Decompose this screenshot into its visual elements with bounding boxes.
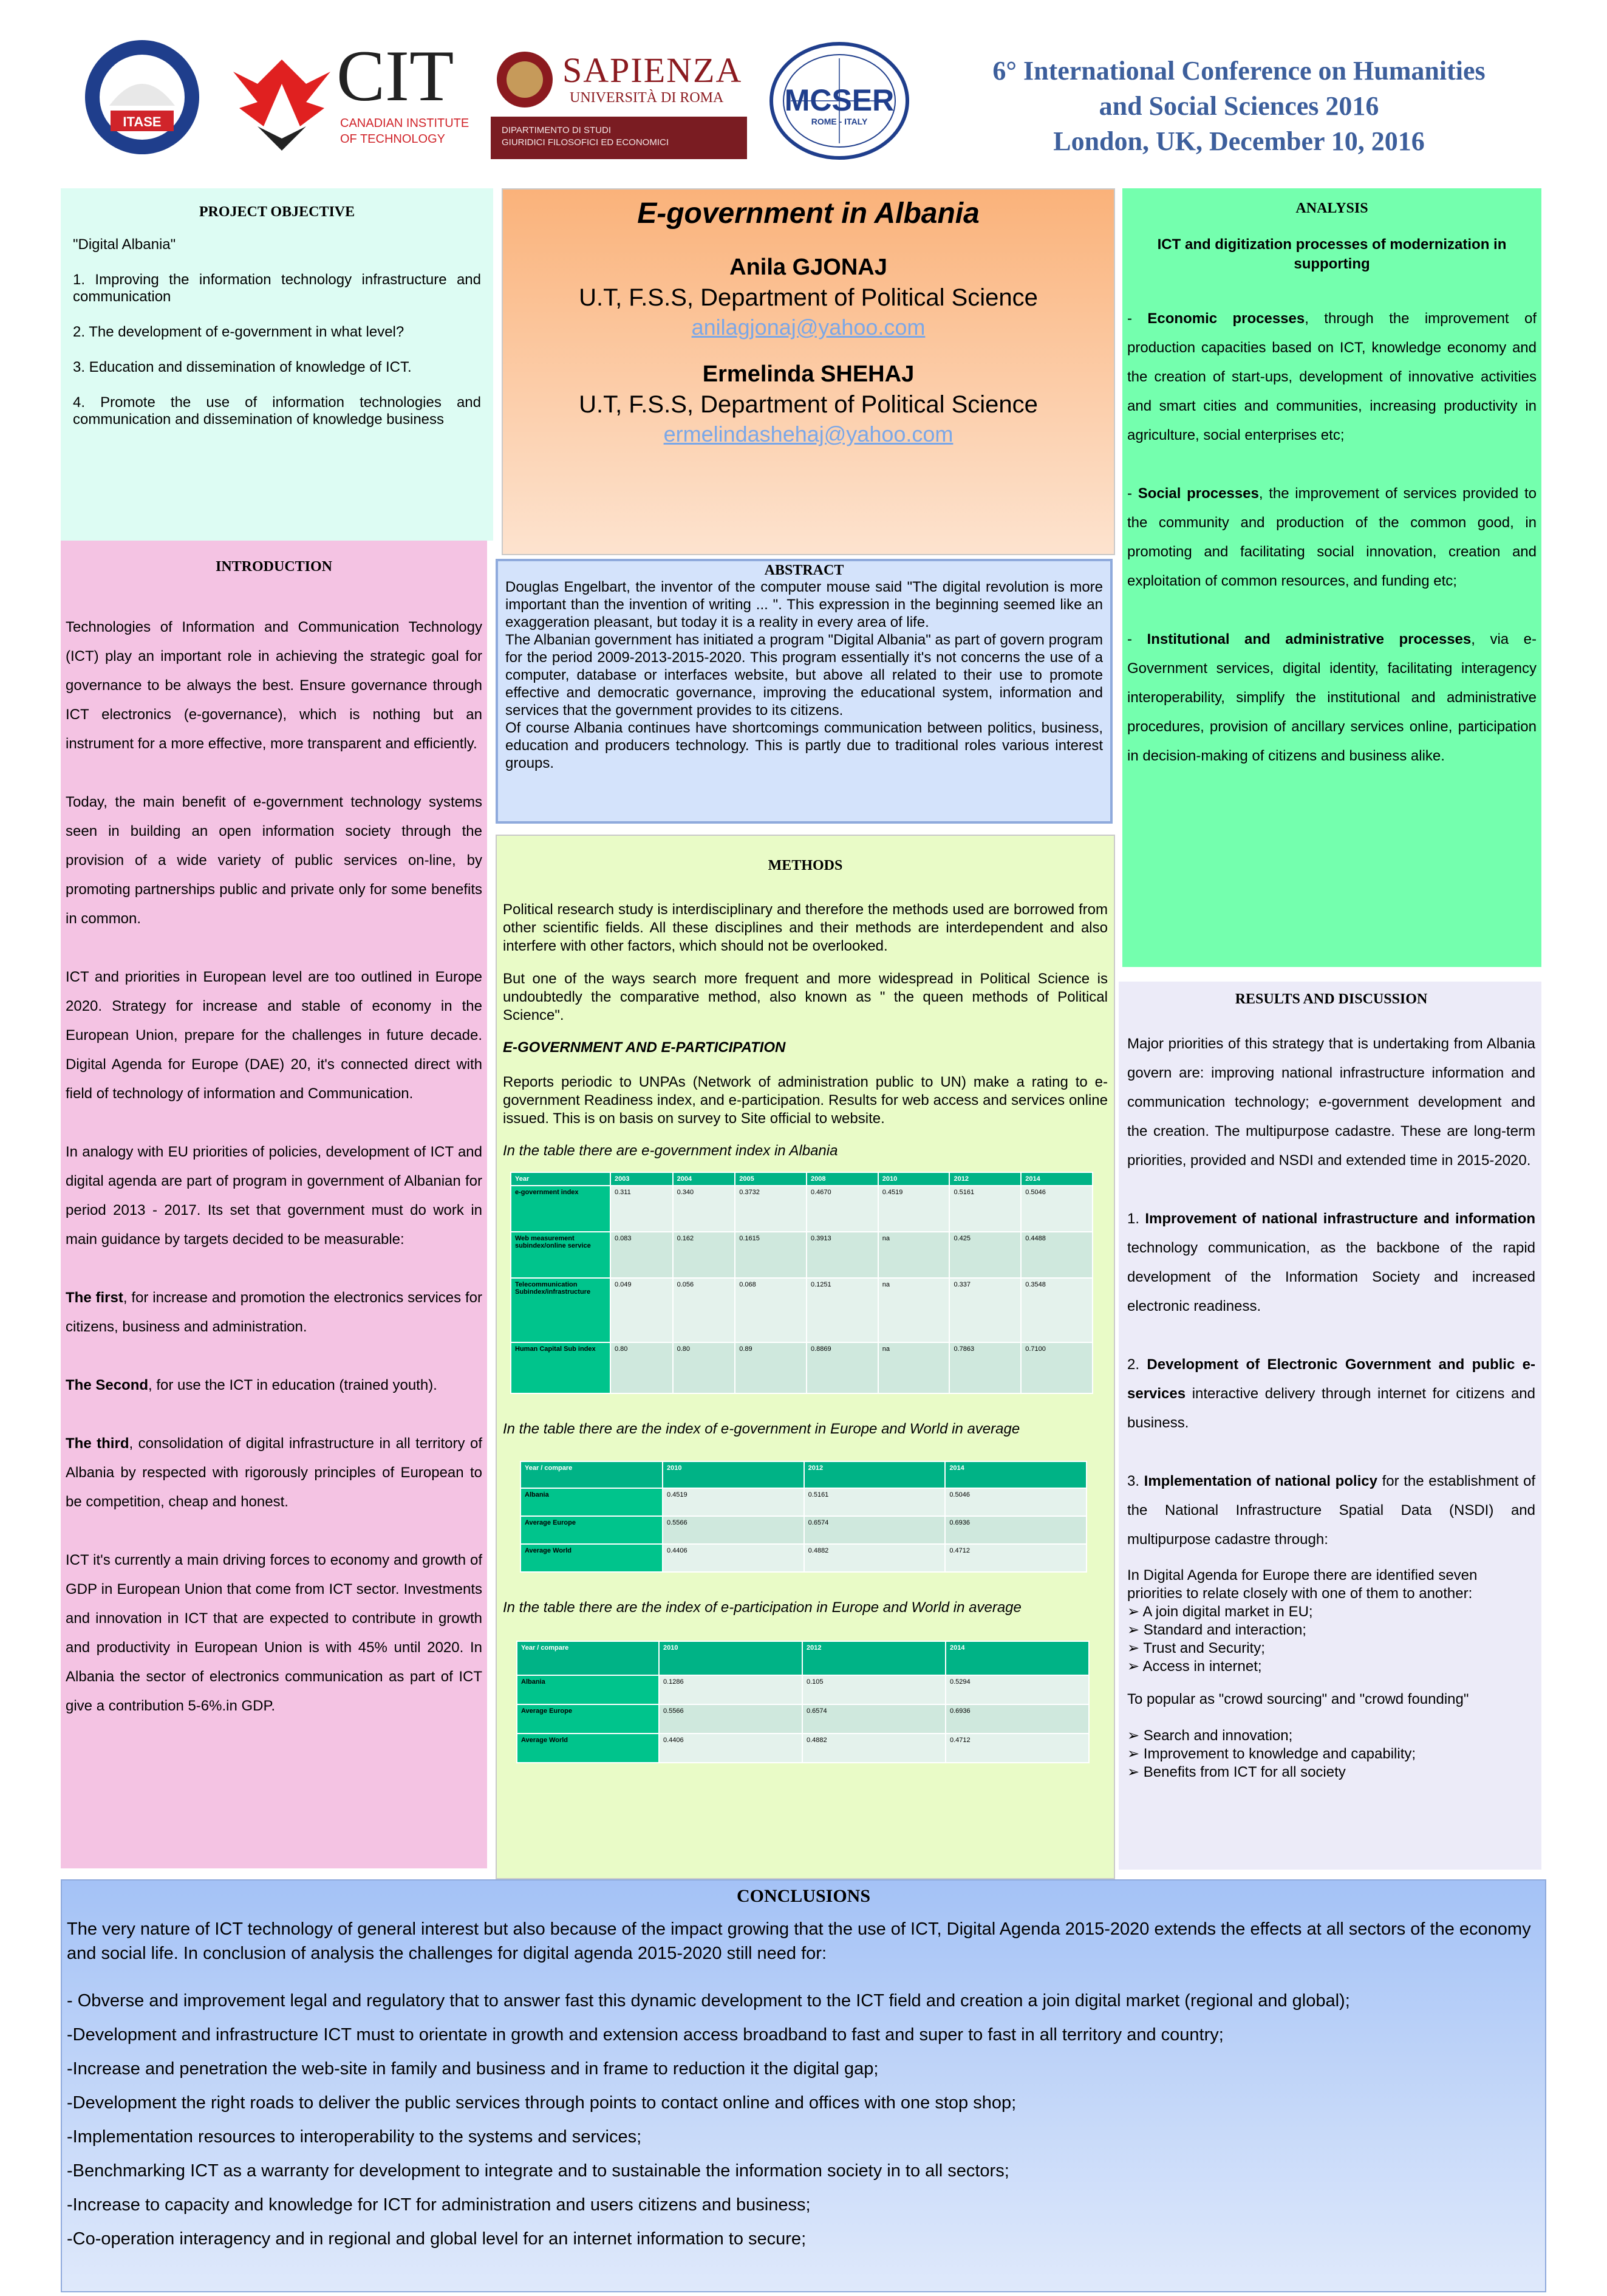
sapienza-sub1: UNIVERSITÀ DI ROMA	[570, 90, 724, 106]
table-cell: 0.3548	[1021, 1278, 1093, 1342]
table-1-caption: In the table there are e-government index in Albania	[503, 1143, 838, 1159]
introduction-paragraph-lead: The Second	[66, 1377, 149, 1393]
table-header-cell: 2010	[659, 1641, 802, 1675]
results-panel	[1119, 982, 1541, 1870]
table-cell: 0.6936	[946, 1704, 1089, 1734]
introduction-panel	[61, 541, 487, 1868]
table-header-row	[520, 1461, 1087, 1488]
table-cell: 0.4488	[1021, 1232, 1093, 1278]
table-cell: 0.5046	[1021, 1186, 1093, 1232]
table-row-label: Average Europe	[520, 1516, 663, 1544]
egov-index-europe-world-table	[520, 1461, 1087, 1573]
table-row-label: Telecommunication Subindex/infrastructure	[511, 1278, 610, 1342]
conclusions-intro: The very nature of ICT technology of general interest but also because of the impact growing that the use of ICT, Digital Agenda 2015-2020 extends the effects at all sectors of the economy and social life. In conclusion of analysis the challenges for digital agenda 2015-2020 still need for:	[67, 1919, 1531, 1963]
table-row-label: Average World	[517, 1734, 659, 1763]
author-2-affiliation: U.T, F.S.S, Department of Political Science	[579, 391, 1038, 418]
analysis-item: - Social processes, the improvement of services provided to the community and production of the common good, in promoting and facilitating social innovation, creation and exploitation of common resources, and funding etc;	[1127, 485, 1537, 589]
results-item-title: Development of Electronic Government and public e-services	[1127, 1356, 1536, 1402]
analysis-item-text: , via e-Government services, digital identity, facilitating interagency interoperability, simplify the institutional and administrative procedures, provision of ancillary services online, participation in decision-making of citizens and business alike.	[1127, 631, 1537, 764]
arrow-bullet-icon: ➢	[1127, 1622, 1144, 1638]
results-bullet-text: A join digital market in EU;	[1142, 1604, 1313, 1620]
results-bullet	[1127, 1727, 1535, 1745]
table-cell: 0.5566	[659, 1704, 802, 1734]
table-cell: na	[878, 1232, 950, 1278]
results-item	[1127, 1350, 1535, 1438]
table-header-cell: Year	[511, 1172, 610, 1186]
introduction-paragraph	[66, 1429, 482, 1517]
table-row	[520, 1488, 1087, 1516]
sapienza-sub3: GIURIDICI FILOSOFICI ED ECONOMICI	[502, 137, 669, 148]
introduction-paragraph	[66, 1138, 482, 1254]
table-cell: 0.5161	[804, 1488, 946, 1516]
mcser-name: MCSER	[784, 83, 895, 117]
abstract-heading: ABSTRACT	[764, 562, 844, 578]
table-cell: 0.4406	[663, 1544, 804, 1572]
table-header-row	[511, 1172, 1093, 1186]
introduction-paragraph-text: Today, the main benefit of e-government technology systems seen in building an open information society through the provision of a wide variety of public services on-line, by promoting partnerships public and private only for some benefits in common.	[66, 794, 482, 927]
itase-text: ITASE	[123, 114, 162, 129]
author-1-email[interactable]: anilagjonaj@yahoo.com	[691, 315, 926, 340]
results-item-text: interactive delivery through internet for citizens and business.	[1127, 1385, 1535, 1431]
table-cell: 0.337	[949, 1278, 1021, 1342]
table-cell: 0.105	[802, 1675, 946, 1704]
results-bullet	[1127, 1658, 1535, 1676]
methods-subheading: E-GOVERNMENT AND E-PARTICIPATION	[503, 1039, 786, 1056]
results-bullet-text: Benefits from ICT for all society	[1143, 1764, 1346, 1780]
table-cell: 0.4882	[804, 1544, 946, 1572]
analysis-item-text: , the improvement of services provided to the community and production of the common good, in promoting and facilitating social innovation, creation and exploitation of common resources, and funding etc;	[1127, 485, 1537, 589]
table-cell: 0.5566	[663, 1516, 804, 1544]
objective-item: "Digital Albania"	[73, 236, 176, 253]
table-cell: 0.7863	[949, 1342, 1021, 1393]
conclusion-item: -Increase and penetration the web-site in family and business and in frame to reduction it the digital gap;	[67, 2059, 879, 2079]
table-row	[511, 1342, 1093, 1393]
introduction-paragraph-text: , for increase and promotion the electronics services for citizens, business and administration.	[66, 1290, 482, 1335]
table-cell: 0.3913	[807, 1232, 878, 1278]
author-1-affiliation: U.T, F.S.S, Department of Political Science	[579, 284, 1038, 311]
table-row	[520, 1544, 1087, 1572]
table-row	[511, 1186, 1093, 1232]
table-cell: 0.80	[610, 1342, 673, 1393]
introduction-paragraph-text: Technologies of Information and Communication Technology (ICT) play an important role in achieving the strategic goal for governance to be always the best. Ensure governance through ICT electronics (e-governance), which is nothing but an instrument for a more effective, more transparent and efficiently.	[66, 619, 482, 752]
table-cell: 0.049	[610, 1278, 673, 1342]
results-item-title: Improvement of national infrastructure and information	[1145, 1211, 1536, 1227]
table-cell: 0.162	[673, 1232, 735, 1278]
table-cell: 0.6574	[802, 1704, 946, 1734]
sapienza-name: SAPIENZA	[562, 50, 743, 90]
table-cell: 0.1251	[807, 1278, 878, 1342]
analysis-item: - Economic processes, through the improvement of production capacities based on ICT, knowledge economy and the creation of start-ups, development of innovative activities and smart cities and communities, increasing productivity in agriculture, social enterprises etc;	[1127, 310, 1537, 443]
results-bullet	[1127, 1621, 1535, 1639]
sapienza-sub2: DIPARTIMENTO DI STUDI	[502, 125, 612, 135]
methods-panel	[496, 835, 1115, 1879]
table-cell: 0.8869	[807, 1342, 878, 1393]
table-cell: 0.083	[610, 1232, 673, 1278]
results-item	[1127, 1467, 1535, 1554]
introduction-paragraph	[66, 788, 482, 934]
table-cell: 0.068	[735, 1278, 807, 1342]
introduction-paragraph	[66, 963, 482, 1109]
conclusion-item: -Implementation resources to interoperability to the systems and services;	[67, 2127, 642, 2147]
conference-line-1: 6° International Conference on Humanities	[992, 56, 1486, 86]
table-row	[517, 1734, 1089, 1763]
conclusion-item: -Benchmarking ICT as a warranty for development to integrate and to sustainable the information society in to all sectors;	[67, 2161, 1009, 2181]
table-header-cell: 2014	[945, 1461, 1087, 1488]
introduction-paragraph	[66, 1371, 482, 1400]
conference-line-2: and Social Sciences 2016	[1099, 91, 1379, 121]
arrow-bullet-icon: ➢	[1127, 1746, 1144, 1762]
results-bullet-text: Search and innovation;	[1143, 1727, 1293, 1744]
table-header-cell: 2014	[1021, 1172, 1093, 1186]
introduction-paragraph-text: , for use the ICT in education (trained youth).	[148, 1377, 437, 1393]
introduction-paragraph	[66, 1283, 482, 1342]
cit-name: CIT	[336, 35, 454, 116]
conclusion-item: -Development the right roads to deliver the public services through points to contact online and offices with one stop shop;	[67, 2093, 1017, 2113]
results-item-text: for the establishment of the National Infrastructure Spatial Data (NSDI) and multipurpose cadastre through:	[1127, 1473, 1536, 1548]
table-header-cell: Year / compare	[520, 1461, 663, 1488]
project-objective-heading: PROJECT OBJECTIVE	[199, 204, 355, 220]
results-bullet-text: Access in internet;	[1142, 1658, 1262, 1675]
introduction-paragraph	[66, 1546, 482, 1721]
table-row	[517, 1704, 1089, 1734]
analysis-panel	[1122, 188, 1541, 967]
conference-line-3: London, UK, December 10, 2016	[1053, 126, 1425, 156]
abstract-panel	[496, 559, 1113, 824]
table-header-cell: 2005	[735, 1172, 807, 1186]
objective-item: 1. Improving the information technology infrastructure and communication	[73, 272, 481, 305]
results-item-title: Implementation of national policy	[1144, 1473, 1377, 1489]
methods-paragraph: Reports periodic to UNPAs (Network of administration public to UN) make a rating to e-government Readiness index, and e-participation. Results for web access and services online issued. This is on basis on survey to Site official to website.	[503, 1074, 1108, 1127]
results-item	[1127, 1204, 1535, 1321]
table-cell: 0.5046	[945, 1488, 1087, 1516]
analysis-item-text: , through the improvement of production capacities based on ICT, knowledge economy and the creation of start-ups, development of innovative activities and smart cities and communities, increasing productivity in agriculture, social enterprises etc;	[1127, 310, 1537, 443]
title-panel	[502, 188, 1115, 555]
table-cell: 0.89	[735, 1342, 807, 1393]
author-2-name: Ermelinda SHEHAJ	[702, 361, 915, 387]
table-cell: na	[878, 1342, 950, 1393]
egov-index-albania-table	[510, 1172, 1093, 1394]
table-row-label: Human Capital Sub index	[511, 1342, 610, 1393]
table-cell: 0.311	[610, 1186, 673, 1232]
conclusion-item: -Development and infrastructure ICT must to orientate in growth and extension access broadband to fast and super to fast in all territory and country;	[67, 2025, 1224, 2045]
introduction-paragraph-lead: The first	[66, 1290, 123, 1306]
cit-subtitle: CANADIAN INSTITUTE OF TECHNOLOGY	[340, 117, 469, 146]
table-cell: 0.056	[673, 1278, 735, 1342]
results-item-number: 3.	[1127, 1473, 1140, 1489]
abstract-paragraph: Of course Albania continues have shortcomings communication between politics, business, education and producers technology. This is partly due to traditional roles various interest groups.	[505, 720, 1103, 771]
introduction-paragraph-lead: The third	[66, 1435, 129, 1452]
table-2-caption: In the table there are the index of e-government in Europe and World in average	[503, 1421, 1020, 1437]
table-header-cell: 2003	[610, 1172, 673, 1186]
results-bullet	[1127, 1745, 1535, 1763]
table-row-label: Average Europe	[517, 1704, 659, 1734]
table-cell: 0.4712	[945, 1544, 1087, 1572]
table-cell: 0.4406	[659, 1734, 802, 1763]
table-cell: 0.340	[673, 1186, 735, 1232]
results-item-number: 1.	[1127, 1211, 1140, 1227]
table-row-label: Albania	[517, 1675, 659, 1704]
table-cell: 0.7100	[1021, 1342, 1093, 1393]
analysis-item-title: Institutional and administrative processes	[1147, 631, 1472, 647]
table-header-cell: 2012	[804, 1461, 946, 1488]
conclusion-item: -Increase to capacity and knowledge for ICT for administration and users citizens and business;	[67, 2195, 811, 2215]
results-paragraph: Major priorities of this strategy that is undertaking from Albania govern are: improving national infrastructure information and communication technology; e-government development and the creation. The multipurpose cadastre. These are long-term priorities, provided and NSDI and extended time in 2015-2020.	[1127, 1036, 1535, 1169]
project-objective-panel	[61, 188, 493, 541]
table-header-cell: 2012	[802, 1641, 946, 1675]
table-cell: 0.6936	[945, 1516, 1087, 1544]
introduction-paragraph	[66, 613, 482, 759]
table-cell: 0.4670	[807, 1186, 878, 1232]
results-heading: RESULTS AND DISCUSSION	[1235, 991, 1428, 1007]
results-paragraph: In Digital Agenda for Europe there are identified seven priorities to relate closely with one of them to another:	[1127, 1567, 1478, 1602]
table-header-row	[517, 1641, 1089, 1675]
analysis-item-title: Social processes	[1138, 485, 1259, 502]
logo-mcser	[766, 40, 912, 162]
arrow-bullet-icon: ➢	[1127, 1658, 1143, 1675]
analysis-subheading: ICT and digitization processes of modernization in supporting	[1157, 236, 1507, 272]
abstract-paragraph: Douglas Engelbart, the inventor of the computer mouse said "The digital revolution is more important than the invention of writing ... ". This expression in the beginning seemed like an exaggeration pleasant, but today it is a reality in every area of life.	[505, 579, 1103, 630]
table-row	[511, 1278, 1093, 1342]
results-bullet-text: Standard and interaction;	[1143, 1622, 1306, 1638]
results-paragraph: To popular as "crowd sourcing" and "crowd founding"	[1127, 1691, 1469, 1707]
results-item-text: technology communication, as the backbone of the rapid development of the Information Society and increased electronic readiness.	[1127, 1240, 1535, 1314]
conference-title	[935, 53, 1543, 159]
results-item-number: 2.	[1127, 1356, 1140, 1373]
table-cell: 0.80	[673, 1342, 735, 1393]
logo-sapienza	[491, 44, 747, 159]
results-bullet	[1127, 1639, 1535, 1658]
mcser-sub: ROME - ITALY	[811, 117, 868, 126]
author-2-email[interactable]: ermelindashehaj@yahoo.com	[663, 422, 954, 446]
arrow-bullet-icon: ➢	[1127, 1727, 1144, 1744]
author-1-name: Anila GJONAJ	[729, 255, 887, 280]
table-row-label: Average World	[520, 1544, 663, 1572]
introduction-paragraph-text: ICT it's currently a main driving forces to economy and growth of GDP in European Union that come from ICT sector. Investments and innovation in ICT that are expected to contribute in growth and productivity in European Union is with 45% until 2020. In Albania the sector of electronics communication as part of ICT give a contribution 5-6%.in GDP.	[66, 1552, 482, 1714]
introduction-paragraph-text: In analogy with EU priorities of policies, development of ICT and digital agenda are part of program in government of Albanian for period 2013 - 2017. Its set that government must do work in main guidance by targets decided to be measurable:	[66, 1144, 482, 1248]
table-row-label: Albania	[520, 1488, 663, 1516]
logo-cit	[221, 36, 476, 162]
table-row-label: e-government index	[511, 1186, 610, 1232]
introduction-paragraph-text: , consolidation of digital infrastructure in all territory of Albania by respected with rigorously principles of European to be competition, cheap and honest.	[66, 1435, 482, 1510]
methods-heading: METHODS	[768, 858, 843, 873]
table-3-caption: In the table there are the index of e-participation in Europe and World in average	[503, 1599, 1022, 1616]
table-cell: 0.4882	[802, 1734, 946, 1763]
table-header-cell: 2012	[949, 1172, 1021, 1186]
objective-item: 4. Promote the use of information technologies and communication and dissemination of knowledge business	[73, 394, 481, 428]
table-row-label: Web measurement subindex/online service	[511, 1232, 610, 1278]
methods-paragraph: But one of the ways search more frequent and more widespread in Political Science is undoubtedly the comparative method, also known as " the queen methods of Political Science".	[503, 971, 1108, 1023]
conclusion-item: -Co-operation interagency and in regional and global level for an internet information to secure;	[67, 2229, 807, 2249]
table-header-cell: 2010	[663, 1461, 804, 1488]
methods-paragraph: Political research study is interdisciplinary and therefore the methods used are borrowed from other scientific fields. All these disciplines and their methods are interdependent and also interfere with other factors, which should not be overlooked.	[503, 901, 1108, 954]
eparticipation-index-table	[516, 1641, 1090, 1763]
arrow-bullet-icon: ➢	[1127, 1764, 1144, 1780]
analysis-item-title: Economic processes	[1147, 310, 1305, 327]
introduction-paragraph-text: ICT and priorities in European level are too outlined in Europe 2020. Strategy for increase and stable of economy in the European Union, prepare for the challenges in future decade. Digital Agenda for Europe (DAE) 20, it's connected direct with field of technology of information and Communication.	[66, 969, 482, 1102]
paper-title: E-government in Albania	[637, 197, 980, 230]
table-cell: 0.6574	[804, 1516, 946, 1544]
objective-item: 2. The development of e-government in what level?	[73, 324, 404, 340]
table-cell: 0.1615	[735, 1232, 807, 1278]
objective-item: 3. Education and dissemination of knowledge of ICT.	[73, 359, 412, 375]
conclusion-item: - Obverse and improvement legal and regulatory that to answer fast this dynamic development to the ICT field and creation a join digital market (regional and global);	[67, 1991, 1350, 2011]
arrow-bullet-icon: ➢	[1127, 1604, 1143, 1620]
table-cell: 0.4519	[663, 1488, 804, 1516]
table-cell: 0.4712	[946, 1734, 1089, 1763]
introduction-heading: INTRODUCTION	[215, 559, 333, 575]
results-bullet-text: Improvement to knowledge and capability;	[1143, 1746, 1416, 1762]
conclusions-heading: CONCLUSIONS	[736, 1886, 871, 1906]
table-cell: 0.1286	[659, 1675, 802, 1704]
table-header-cell: Year / compare	[517, 1641, 659, 1675]
table-header-cell: 2014	[946, 1641, 1089, 1675]
table-header-cell: 2004	[673, 1172, 735, 1186]
analysis-heading: ANALYSIS	[1295, 200, 1368, 216]
table-header-cell: 2010	[878, 1172, 950, 1186]
logo-itase	[73, 38, 211, 157]
table-row	[517, 1675, 1089, 1704]
results-bullet-text: Trust and Security;	[1143, 1640, 1265, 1656]
table-cell: na	[878, 1278, 950, 1342]
table-cell: 0.5294	[946, 1675, 1089, 1704]
table-cell: 0.3732	[735, 1186, 807, 1232]
arrow-bullet-icon: ➢	[1127, 1640, 1144, 1656]
analysis-item: - Institutional and administrative processes, via e-Government services, digital identity, facilitating interagency interoperability, simplify the institutional and administrative procedures, provision of ancillary services online, participation in decision-making of citizens and business alike.	[1127, 631, 1537, 764]
abstract-paragraph: The Albanian government has initiated a program "Digital Albania" as part of govern program for the period 2009-2013-2015-2020. This program essentially it's not concerns the use of a computer, database or interfaces website, but above all related to their use to promote effective and democratic governance, improving the educational system, information and services that the government provides to its citizens.	[505, 632, 1103, 719]
table-cell: 0.425	[949, 1232, 1021, 1278]
table-row	[511, 1232, 1093, 1278]
table-cell: 0.5161	[949, 1186, 1021, 1232]
results-bullet	[1127, 1603, 1535, 1621]
table-row	[520, 1516, 1087, 1544]
table-cell: 0.4519	[878, 1186, 950, 1232]
conclusions-panel	[61, 1879, 1546, 2292]
table-header-cell: 2008	[807, 1172, 878, 1186]
results-bullet	[1127, 1763, 1535, 1782]
